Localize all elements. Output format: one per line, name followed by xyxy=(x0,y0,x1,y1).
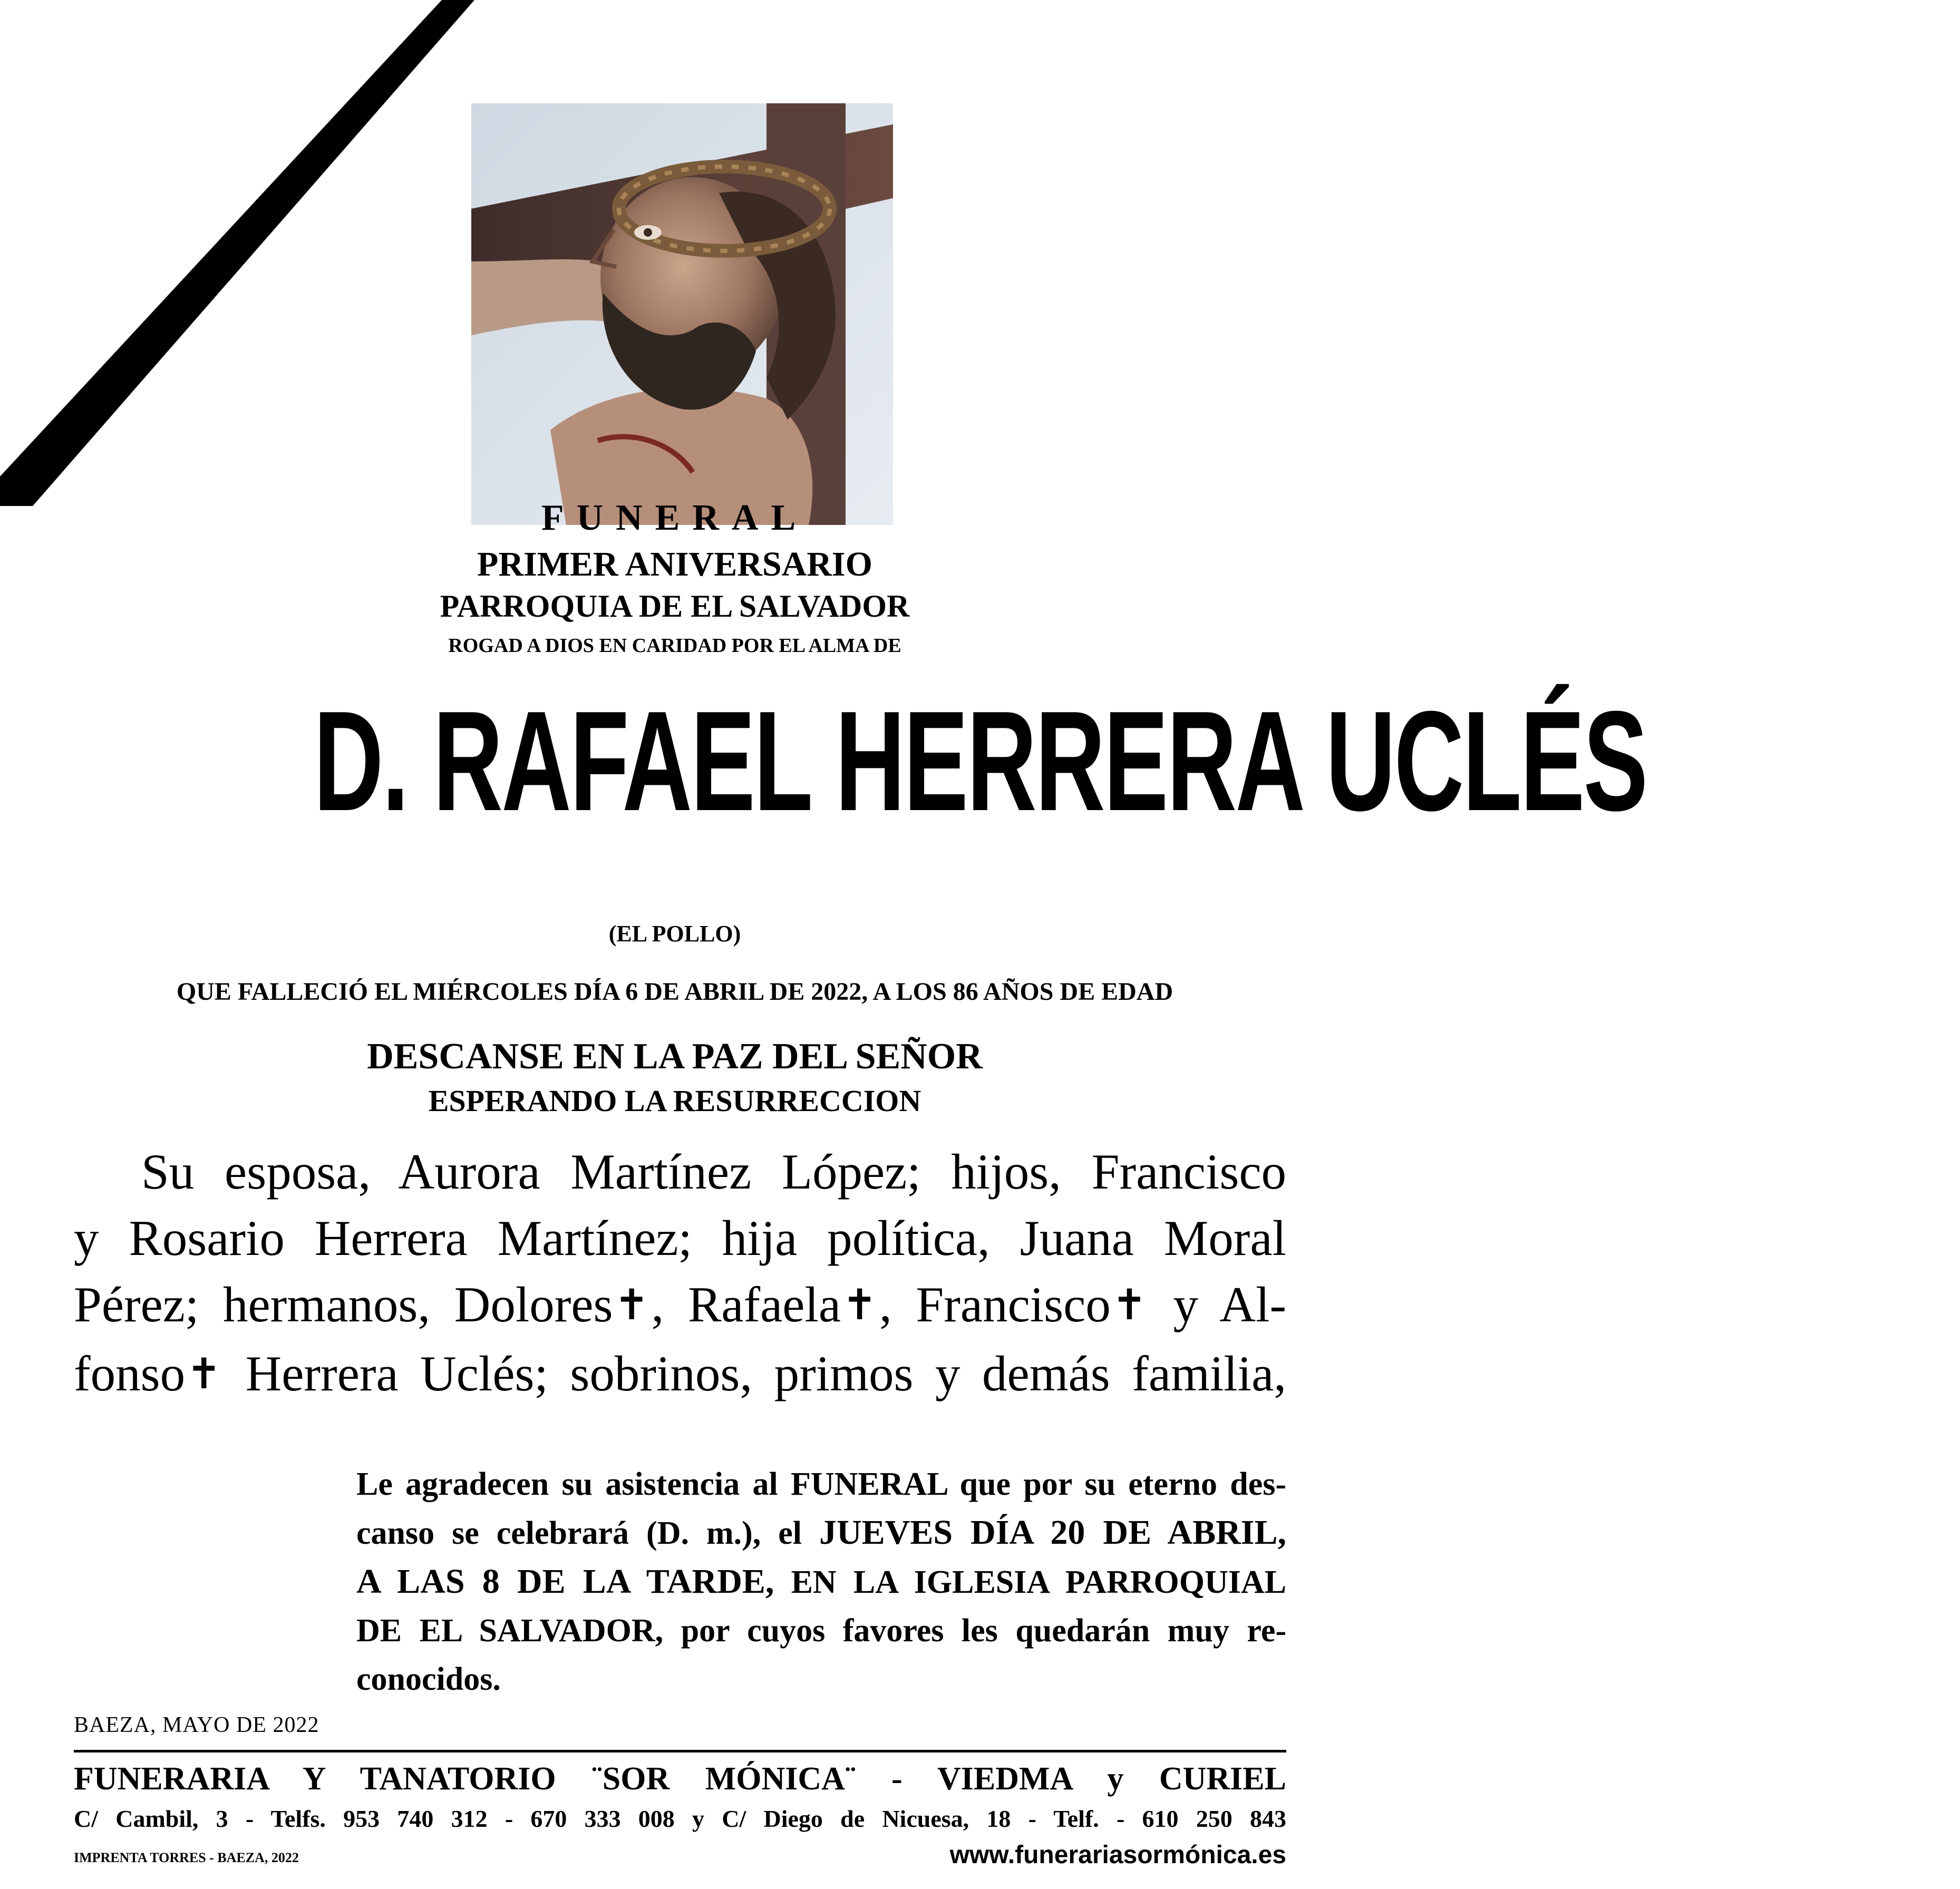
event-time: A LAS 8 DE LA TARDE, xyxy=(356,1562,774,1601)
thanks-line: Le agradecen su asistencia al FUNERAL que por su eterno des- xyxy=(356,1466,1286,1502)
parish-heading: PARROQUIA DE EL SALVADOR xyxy=(440,589,910,624)
family-text: y Al- xyxy=(1149,1277,1286,1332)
mourning-ribbon xyxy=(0,0,474,506)
thanks-line: DE EL SALVADOR, por cuyos favores les quedarán muy re- xyxy=(356,1613,1286,1649)
thanks-text: canso se celebrará (D. m.), el xyxy=(356,1515,819,1551)
deceased-name-text: D. RAFAEL HERRERA UCLÉS xyxy=(313,682,1647,841)
company-name: FUNERARIA Y TANATORIO ¨SOR MÓNICA¨ - VIEDMA y CURIEL xyxy=(74,1761,1286,1797)
cross-icon: ✝ xyxy=(1111,1280,1147,1329)
family-text: , Francisco xyxy=(879,1277,1111,1332)
family-text: Pérez; hermanos, Dolores xyxy=(74,1277,613,1332)
place-date: BAEZA, MAYO DE 2022 xyxy=(74,1713,319,1737)
blessing-line-2: ESPERANDO LA RESURRECCION xyxy=(428,1084,921,1118)
family-text: , Rafaela xyxy=(651,1277,841,1332)
printer-credit: IMPRENTA TORRES - BAEZA, 2022 xyxy=(74,1850,299,1865)
crucifix-photo xyxy=(471,103,893,525)
event-date: JUEVES DÍA 20 DE ABRIL, xyxy=(819,1513,1286,1552)
cross-icon: ✝ xyxy=(614,1280,649,1329)
cross-icon: ✝ xyxy=(186,1349,222,1398)
family-text: Herrera Uclés; sobrinos, primos y demás familia, xyxy=(224,1346,1286,1401)
family-line xyxy=(74,1271,1286,1340)
company-address: C/ Cambil, 3 - Telfs. 953 740 312 - 670 333 008 y C/ Diego de Nicuesa, 18 - Telf. - 610 250 843 xyxy=(74,1805,1286,1832)
family-line: Su esposa, Aurora Martínez López; hijos, Francisco xyxy=(141,1144,1286,1200)
family-paragraph xyxy=(74,1138,1286,1409)
thanks-line: conocidos. xyxy=(356,1661,501,1697)
website-link[interactable]: www.funerariasormónica.es xyxy=(949,1841,1286,1869)
family-line: y Rosario Herrera Martínez; hija política, Juana Moral xyxy=(74,1210,1286,1266)
blessing-line-1: DESCANSE EN LA PAZ DEL SEÑOR xyxy=(367,1036,983,1077)
funeral-heading: FUNERAL xyxy=(541,498,809,538)
prayer-line: ROGAD A DIOS EN CARIDAD POR EL ALMA DE xyxy=(448,635,901,657)
cross-icon: ✝ xyxy=(842,1280,878,1329)
thanks-line xyxy=(356,1557,1286,1606)
death-notice: QUE FALLECIÓ EL MIÉRCOLES DÍA 6 DE ABRIL DE 2022, A LOS 86 AÑOS DE EDAD xyxy=(176,978,1173,1006)
deceased-alias: (EL POLLO) xyxy=(608,921,741,947)
deceased-name xyxy=(0,682,1647,841)
thanks-text: EN LA IGLESIA PARROQUIAL xyxy=(774,1564,1286,1600)
thanks-line xyxy=(356,1508,1286,1557)
family-text: fonso xyxy=(74,1346,186,1401)
family-line xyxy=(74,1340,1286,1409)
thanks-paragraph xyxy=(356,1460,1286,1703)
anniversary-heading: PRIMER ANIVERSARIO xyxy=(477,545,872,583)
footer-divider xyxy=(74,1750,1286,1752)
